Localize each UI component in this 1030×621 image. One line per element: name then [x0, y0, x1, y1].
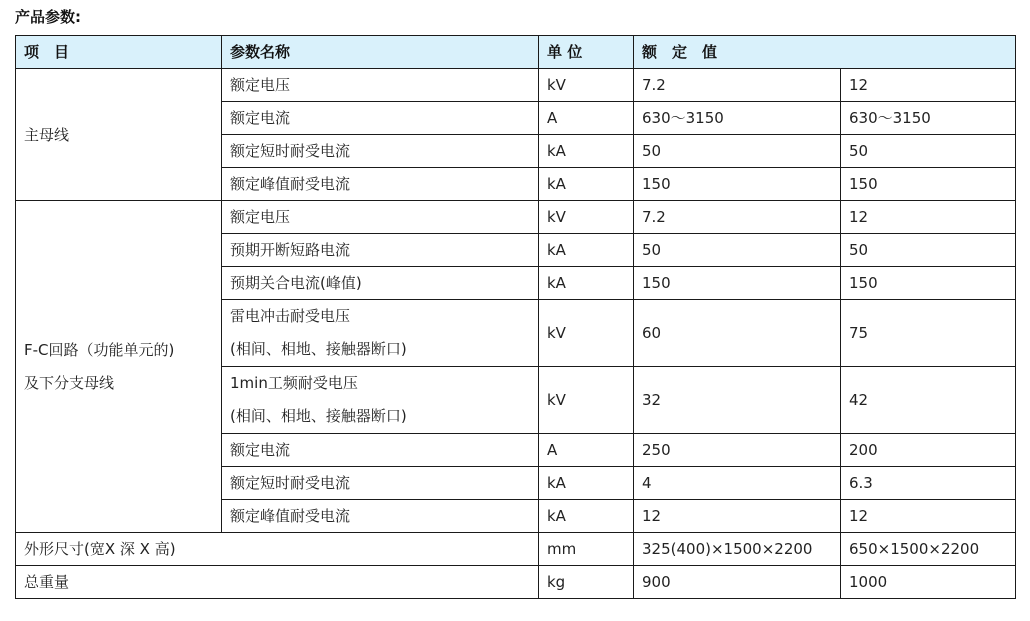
value-cell: 150 — [634, 267, 841, 300]
value-cell: 12 — [841, 201, 1016, 234]
value-cell: 75 — [841, 300, 1016, 367]
group-label-line: 及下分支母线 — [24, 373, 115, 392]
value-cell: 50 — [841, 234, 1016, 267]
param-cell: 额定峰值耐受电流 — [222, 168, 539, 201]
unit-cell: A — [539, 102, 634, 135]
param-cell — [222, 300, 539, 367]
unit-cell: kV — [539, 367, 634, 434]
value-cell: 150 — [841, 267, 1016, 300]
unit-cell: mm — [539, 533, 634, 566]
param-cell: 额定峰值耐受电流 — [222, 500, 539, 533]
unit-cell: A — [539, 434, 634, 467]
value-cell: 32 — [634, 367, 841, 434]
value-cell: 12 — [634, 500, 841, 533]
value-cell: 630～3150 — [841, 102, 1016, 135]
param-cell: 额定电流 — [222, 434, 539, 467]
value-cell: 6.3 — [841, 467, 1016, 500]
value-cell: 50 — [841, 135, 1016, 168]
unit-cell: kV — [539, 201, 634, 234]
table-header-row — [16, 36, 1016, 69]
header-item: 项 目 — [16, 36, 222, 69]
param-cell: 额定电流 — [222, 102, 539, 135]
param-line: 雷电冲击耐受电压 — [230, 307, 351, 325]
value-cell: 630～3150 — [634, 102, 841, 135]
param-cell: 额定短时耐受电流 — [222, 135, 539, 168]
product-spec-table — [15, 35, 1016, 599]
param-cell: 额定短时耐受电流 — [222, 467, 539, 500]
value-cell: 50 — [634, 234, 841, 267]
unit-cell: kA — [539, 234, 634, 267]
unit-cell: kg — [539, 566, 634, 599]
unit-cell: kA — [539, 267, 634, 300]
table-row — [16, 201, 1016, 234]
value-cell: 7.2 — [634, 201, 841, 234]
value-cell: 250 — [634, 434, 841, 467]
unit-cell: kA — [539, 168, 634, 201]
value-cell: 50 — [634, 135, 841, 168]
header-unit: 单 位 — [539, 36, 634, 69]
param-cell: 额定电压 — [222, 69, 539, 102]
unit-cell: kA — [539, 500, 634, 533]
param-cell — [222, 367, 539, 434]
value-cell: 12 — [841, 500, 1016, 533]
header-rated-value: 额 定 值 — [634, 36, 1016, 69]
group-label-line: F-C回路（功能单元的) — [24, 340, 175, 359]
group-label-main-bus: 主母线 — [16, 69, 222, 201]
weight-label: 总重量 — [16, 566, 539, 599]
value-cell: 12 — [841, 69, 1016, 102]
value-cell: 325(400)×1500×2200 — [634, 533, 841, 566]
unit-cell: kV — [539, 300, 634, 367]
param-line: 1min工频耐受电压 — [230, 374, 358, 392]
dimensions-label: 外形尺寸(宽X 深 X 高) — [16, 533, 539, 566]
value-cell: 1000 — [841, 566, 1016, 599]
value-cell: 150 — [634, 168, 841, 201]
value-cell: 900 — [634, 566, 841, 599]
value-cell: 200 — [841, 434, 1016, 467]
section-title: 产品参数: — [15, 8, 81, 26]
table-row — [16, 533, 1016, 566]
unit-cell: kV — [539, 69, 634, 102]
group-label-fc-loop — [16, 201, 222, 533]
value-cell: 150 — [841, 168, 1016, 201]
param-line: (相间、相地、接触器断口) — [230, 407, 407, 425]
value-cell: 7.2 — [634, 69, 841, 102]
unit-cell: kA — [539, 467, 634, 500]
value-cell: 60 — [634, 300, 841, 367]
value-cell: 650×1500×2200 — [841, 533, 1016, 566]
value-cell: 42 — [841, 367, 1016, 434]
table-row — [16, 69, 1016, 102]
table-row — [16, 566, 1016, 599]
unit-cell: kA — [539, 135, 634, 168]
header-param-name: 参数名称 — [222, 36, 539, 69]
value-cell: 4 — [634, 467, 841, 500]
param-cell: 预期关合电流(峰值) — [222, 267, 539, 300]
param-cell: 预期开断短路电流 — [222, 234, 539, 267]
param-line: (相间、相地、接触器断口) — [230, 340, 407, 358]
param-cell: 额定电压 — [222, 201, 539, 234]
